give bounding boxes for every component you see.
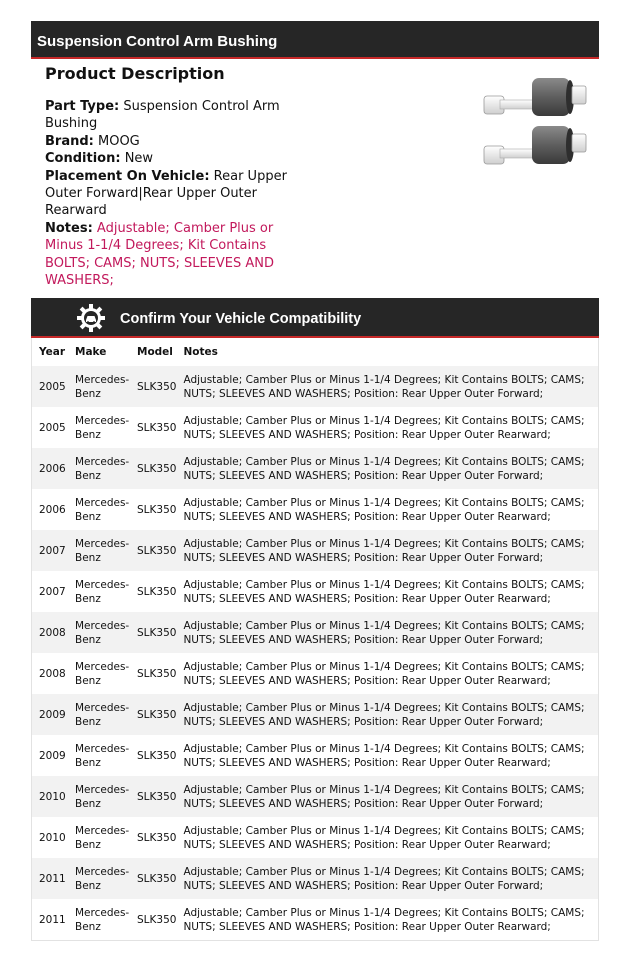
column-make: Make bbox=[75, 346, 107, 358]
cell-make: Mercedes-Benz bbox=[75, 578, 130, 605]
cell-model: SLK350 bbox=[137, 872, 177, 885]
table-row bbox=[32, 530, 598, 571]
cell-make: Mercedes-Benz bbox=[75, 373, 130, 400]
table-row bbox=[32, 366, 598, 407]
table-row bbox=[32, 899, 598, 940]
cell-model: SLK350 bbox=[137, 544, 177, 557]
table-row bbox=[32, 817, 598, 858]
column-model: Model bbox=[137, 346, 173, 358]
table-row bbox=[32, 776, 598, 817]
cell-make: Mercedes-Benz bbox=[75, 701, 130, 728]
notes-label: Notes: bbox=[45, 221, 93, 236]
part-type-label: Part Type: bbox=[45, 99, 120, 114]
cell-model: SLK350 bbox=[137, 708, 177, 721]
cell-notes: Adjustable; Camber Plus or Minus 1-1/4 Degrees; Kit Contains BOLTS; CAMS; NUTS; SLEEVES AND WASHERS; Position: Rear Upper Outer Forward; bbox=[183, 537, 585, 564]
condition-value: New bbox=[124, 151, 154, 167]
cell-notes: Adjustable; Camber Plus or Minus 1-1/4 Degrees; Kit Contains BOLTS; CAMS; NUTS; SLEEVES AND WASHERS; Position: Rear Upper Outer Forward; bbox=[183, 701, 585, 728]
cell-model: SLK350 bbox=[137, 667, 177, 680]
cell-model: SLK350 bbox=[137, 790, 177, 803]
table-row bbox=[32, 653, 598, 694]
brand-row bbox=[45, 133, 315, 150]
product-details bbox=[45, 98, 315, 220]
bushing-top bbox=[484, 78, 586, 116]
table-row bbox=[32, 407, 598, 448]
table-row bbox=[32, 735, 598, 776]
compatibility-title: Confirm Your Vehicle Compatibility bbox=[120, 311, 362, 327]
brand-label: Brand: bbox=[45, 133, 94, 149]
cell-make: Mercedes-Benz bbox=[75, 742, 130, 769]
page-title: Suspension Control Arm Bushing bbox=[37, 33, 278, 50]
placement-row bbox=[45, 168, 315, 220]
cell-year: 2007 bbox=[39, 544, 66, 557]
cell-notes: Adjustable; Camber Plus or Minus 1-1/4 Degrees; Kit Contains BOLTS; CAMS; NUTS; SLEEVES AND WASHERS; Position: Rear Upper Outer Rearward; bbox=[183, 578, 585, 605]
table-body bbox=[32, 366, 598, 940]
cell-make: Mercedes-Benz bbox=[75, 783, 130, 810]
product-heading: Product Description bbox=[45, 64, 225, 83]
cell-model: SLK350 bbox=[137, 585, 177, 598]
cell-model: SLK350 bbox=[137, 626, 177, 639]
cell-model: SLK350 bbox=[137, 462, 177, 475]
part-type-value: Suspension Control Arm Bushing bbox=[45, 99, 280, 132]
column-year: Year bbox=[39, 346, 66, 358]
cell-year: 2008 bbox=[39, 667, 66, 680]
notes-value: Adjustable; Camber Plus or Minus 1-1/4 Degrees; Kit Contains BOLTS; CAMS; NUTS; SLEEVES AND WASHERS; bbox=[45, 221, 275, 289]
table-row bbox=[32, 858, 598, 899]
table-row bbox=[32, 448, 598, 489]
cell-year: 2009 bbox=[39, 708, 66, 721]
cell-year: 2007 bbox=[39, 585, 66, 598]
cell-year: 2010 bbox=[39, 790, 66, 803]
table-row bbox=[32, 612, 598, 653]
title-banner bbox=[31, 21, 599, 59]
cell-model: SLK350 bbox=[137, 380, 177, 393]
compatibility-table bbox=[31, 338, 599, 941]
part-type-row bbox=[45, 98, 315, 133]
gear-car-icon bbox=[76, 303, 106, 333]
cell-model: SLK350 bbox=[137, 503, 177, 516]
condition-row bbox=[45, 150, 315, 167]
cell-notes: Adjustable; Camber Plus or Minus 1-1/4 Degrees; Kit Contains BOLTS; CAMS; NUTS; SLEEVES AND WASHERS; Position: Rear Upper Outer Rearward; bbox=[183, 414, 585, 441]
cell-make: Mercedes-Benz bbox=[75, 455, 130, 482]
cell-make: Mercedes-Benz bbox=[75, 906, 130, 933]
product-notes bbox=[45, 220, 315, 290]
column-notes: Notes bbox=[183, 346, 218, 358]
cell-make: Mercedes-Benz bbox=[75, 619, 130, 646]
bushing-bottom bbox=[484, 126, 586, 164]
cell-year: 2011 bbox=[39, 872, 66, 885]
cell-make: Mercedes-Benz bbox=[75, 660, 130, 687]
cell-year: 2010 bbox=[39, 831, 66, 844]
brand-value: MOOG bbox=[98, 133, 140, 149]
table-row bbox=[32, 694, 598, 735]
cell-year: 2006 bbox=[39, 462, 66, 475]
cell-notes: Adjustable; Camber Plus or Minus 1-1/4 Degrees; Kit Contains BOLTS; CAMS; NUTS; SLEEVES AND WASHERS; Position: Rear Upper Outer Rearward; bbox=[183, 496, 585, 523]
compatibility-banner bbox=[31, 298, 599, 338]
cell-notes: Adjustable; Camber Plus or Minus 1-1/4 Degrees; Kit Contains BOLTS; CAMS; NUTS; SLEEVES AND WASHERS; Position: Rear Upper Outer Rearward; bbox=[183, 824, 585, 851]
cell-model: SLK350 bbox=[137, 421, 177, 434]
cell-notes: Adjustable; Camber Plus or Minus 1-1/4 Degrees; Kit Contains BOLTS; CAMS; NUTS; SLEEVES AND WASHERS; Position: Rear Upper Outer Rearward; bbox=[183, 742, 585, 769]
cell-notes: Adjustable; Camber Plus or Minus 1-1/4 Degrees; Kit Contains BOLTS; CAMS; NUTS; SLEEVES AND WASHERS; Position: Rear Upper Outer Forward; bbox=[183, 373, 585, 400]
table-row bbox=[32, 571, 598, 612]
cell-make: Mercedes-Benz bbox=[75, 496, 130, 523]
cell-model: SLK350 bbox=[137, 831, 177, 844]
cell-make: Mercedes-Benz bbox=[75, 865, 130, 892]
cell-year: 2011 bbox=[39, 913, 66, 926]
table-row bbox=[32, 489, 598, 530]
bushing-kit-photo bbox=[482, 72, 592, 182]
table-header-row bbox=[32, 338, 598, 366]
cell-notes: Adjustable; Camber Plus or Minus 1-1/4 Degrees; Kit Contains BOLTS; CAMS; NUTS; SLEEVES AND WASHERS; Position: Rear Upper Outer Rearward; bbox=[183, 906, 585, 933]
cell-notes: Adjustable; Camber Plus or Minus 1-1/4 Degrees; Kit Contains BOLTS; CAMS; NUTS; SLEEVES AND WASHERS; Position: Rear Upper Outer Forward; bbox=[183, 619, 585, 646]
cell-year: 2005 bbox=[39, 421, 66, 434]
cell-make: Mercedes-Benz bbox=[75, 537, 130, 564]
placement-label: Placement On Vehicle: bbox=[45, 168, 210, 184]
cell-year: 2008 bbox=[39, 626, 66, 639]
cell-year: 2009 bbox=[39, 749, 66, 762]
cell-make: Mercedes-Benz bbox=[75, 824, 130, 851]
cell-year: 2006 bbox=[39, 503, 66, 516]
cell-make: Mercedes-Benz bbox=[75, 414, 130, 441]
condition-label: Condition: bbox=[45, 151, 121, 167]
cell-model: SLK350 bbox=[137, 913, 177, 926]
cell-notes: Adjustable; Camber Plus or Minus 1-1/4 Degrees; Kit Contains BOLTS; CAMS; NUTS; SLEEVES AND WASHERS; Position: Rear Upper Outer Forward; bbox=[183, 865, 585, 892]
placement-value: Rear Upper Outer Forward|Rear Upper Outer Rearward bbox=[45, 168, 287, 219]
cell-year: 2005 bbox=[39, 380, 66, 393]
cell-notes: Adjustable; Camber Plus or Minus 1-1/4 Degrees; Kit Contains BOLTS; CAMS; NUTS; SLEEVES AND WASHERS; Position: Rear Upper Outer Rearward; bbox=[183, 660, 585, 687]
cell-notes: Adjustable; Camber Plus or Minus 1-1/4 Degrees; Kit Contains BOLTS; CAMS; NUTS; SLEEVES AND WASHERS; Position: Rear Upper Outer Forward; bbox=[183, 455, 585, 482]
cell-model: SLK350 bbox=[137, 749, 177, 762]
cell-notes: Adjustable; Camber Plus or Minus 1-1/4 Degrees; Kit Contains BOLTS; CAMS; NUTS; SLEEVES AND WASHERS; Position: Rear Upper Outer Forward; bbox=[183, 783, 585, 810]
